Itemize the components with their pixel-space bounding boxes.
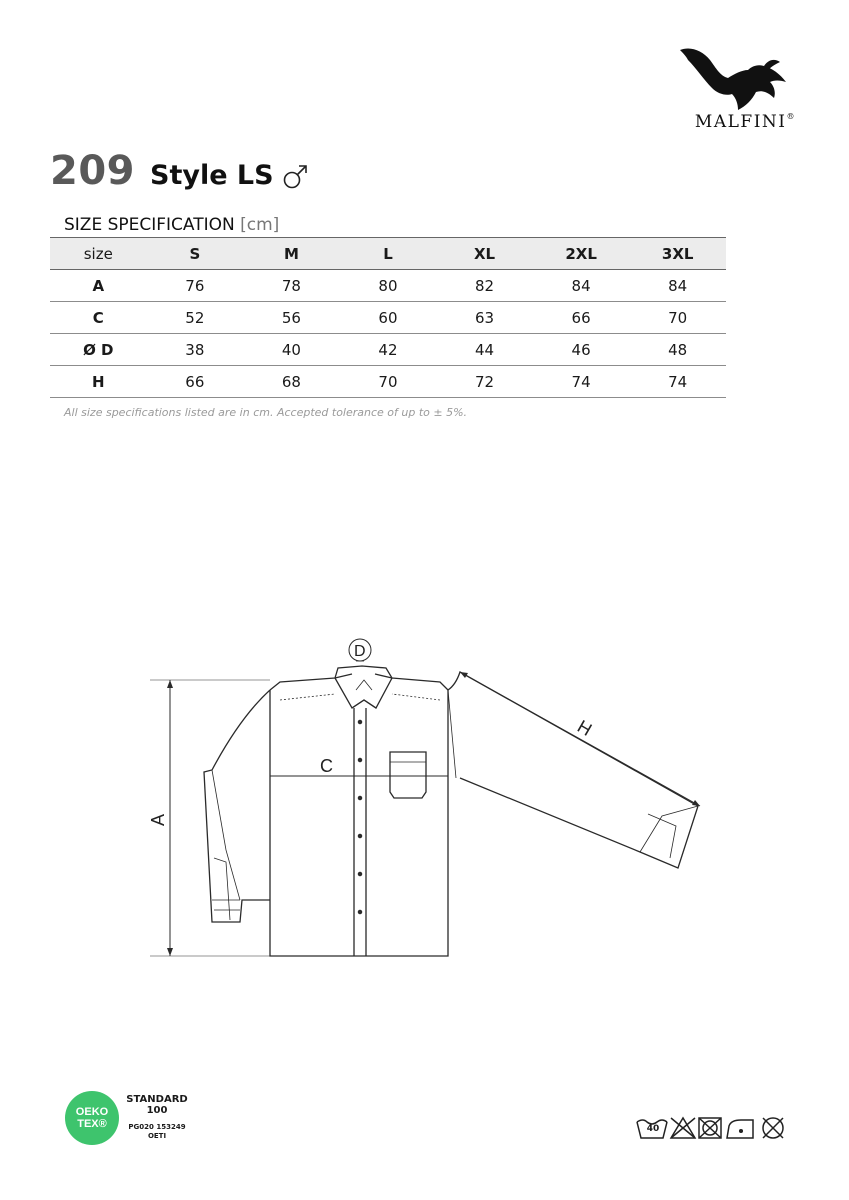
table-cell: 60 bbox=[340, 302, 437, 334]
table-cell: 52 bbox=[147, 302, 244, 334]
column-header: M bbox=[243, 238, 340, 270]
table-row bbox=[50, 366, 726, 398]
wash-temperature: 40 bbox=[646, 1124, 660, 1134]
table-cell: 38 bbox=[147, 334, 244, 366]
table-cell: 80 bbox=[340, 270, 437, 302]
table-row bbox=[50, 334, 726, 366]
label-d: D bbox=[354, 643, 366, 660]
column-header: S bbox=[147, 238, 244, 270]
oeko-certificate-code: PG020 153249 OETI bbox=[128, 1123, 186, 1140]
no-tumble-dry-icon bbox=[699, 1118, 721, 1138]
table-cell: 44 bbox=[436, 334, 533, 366]
column-header: XL bbox=[436, 238, 533, 270]
brand-name: MALFINI® bbox=[694, 112, 796, 132]
row-label: C bbox=[50, 302, 147, 334]
table-cell: 63 bbox=[436, 302, 533, 334]
column-header: size bbox=[50, 238, 147, 270]
column-header: 2XL bbox=[533, 238, 630, 270]
product-name: Style LS bbox=[150, 160, 274, 191]
table-cell: 70 bbox=[629, 302, 726, 334]
table-cell: 84 bbox=[533, 270, 630, 302]
table-cell: 56 bbox=[243, 302, 340, 334]
table-cell: 42 bbox=[340, 334, 437, 366]
table-cell: 68 bbox=[243, 366, 340, 398]
column-header: L bbox=[340, 238, 437, 270]
row-label: H bbox=[50, 366, 147, 398]
oeko-standard-label: STANDARD 100 bbox=[126, 1094, 188, 1116]
label-c: C bbox=[320, 756, 333, 776]
no-dry-clean-icon bbox=[763, 1118, 783, 1138]
size-table bbox=[50, 237, 726, 398]
shirt-measurement-diagram bbox=[130, 630, 720, 970]
table-cell: 76 bbox=[147, 270, 244, 302]
tolerance-note: All size specifications listed are in cm. Accepted tolerance of up to ± 5%. bbox=[64, 406, 468, 419]
table-cell: 78 bbox=[243, 270, 340, 302]
column-header: 3XL bbox=[629, 238, 726, 270]
label-h: H bbox=[574, 716, 596, 740]
table-cell: 66 bbox=[147, 366, 244, 398]
row-label: A bbox=[50, 270, 147, 302]
oeko-tex-badge-icon bbox=[64, 1090, 120, 1146]
oeko-line1: OEKO bbox=[75, 1106, 109, 1118]
iron-low-icon bbox=[727, 1120, 753, 1138]
table-row bbox=[50, 302, 726, 334]
table-cell: 72 bbox=[436, 366, 533, 398]
table-cell: 74 bbox=[533, 366, 630, 398]
table-header-row bbox=[50, 238, 726, 270]
malfini-bird-logo-icon bbox=[676, 40, 788, 112]
table-cell: 48 bbox=[629, 334, 726, 366]
table-cell: 84 bbox=[629, 270, 726, 302]
oeko-line2: TEX® bbox=[77, 1118, 107, 1130]
table-cell: 74 bbox=[629, 366, 726, 398]
table-cell: 82 bbox=[436, 270, 533, 302]
table-cell: 40 bbox=[243, 334, 340, 366]
table-cell: 46 bbox=[533, 334, 630, 366]
table-cell: 66 bbox=[533, 302, 630, 334]
male-icon bbox=[280, 162, 310, 192]
no-bleach-icon bbox=[671, 1118, 695, 1138]
row-label: Ø D bbox=[50, 334, 147, 366]
table-cell: 70 bbox=[340, 366, 437, 398]
table-row bbox=[50, 270, 726, 302]
label-a: A bbox=[148, 813, 168, 826]
product-number: 209 bbox=[50, 148, 135, 194]
size-spec-heading: SIZE SPECIFICATION [cm] bbox=[64, 215, 280, 235]
